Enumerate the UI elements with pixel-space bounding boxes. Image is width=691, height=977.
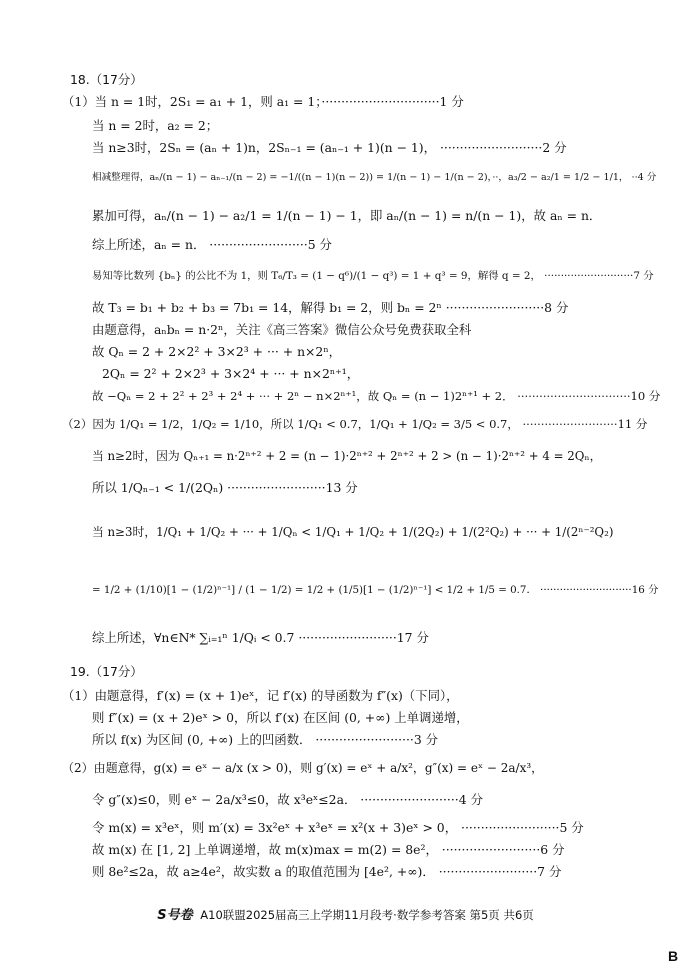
q18-line-3: 当 n≥3时，2Sₙ = (aₙ + 1)n，2Sₙ₋₁ = (aₙ₋₁ + 1)(n − 1)， ··························2 分 (92, 140, 567, 155)
q19-line-2: 则 f″(x) = (x + 2)eˣ > 0，所以 f′(x) 在区间 (0, +∞) 上单调递增， (92, 710, 469, 725)
q18-line-5: 累加可得，aₙ/(n − 1) − a₂/1 = 1/(n − 1) − 1，即 aₙ/(n − 1) = n/(n − 1)，故 aₙ = n． (92, 208, 602, 223)
q18-line-10: 故 Qₙ = 2 + 2×2² + 3×2³ + ··· + n×2ⁿ， (92, 344, 342, 359)
q19-line-3: 所以 f(x) 为区间 (0, +∞) 上的凹函数． ·························3 分 (92, 732, 439, 747)
q19-line-7: 故 m(x) 在 [1, 2] 上单调递增，故 m(x)max = m(2) = 8e²， ·························6 分 (92, 842, 565, 857)
q18-header: 18.（17分） (70, 72, 143, 87)
q18-part2-line-6: 综上所述，∀n∈N* ∑ᵢ₌₁ⁿ 1/Qᵢ < 0.7 ·························17 分 (92, 630, 429, 645)
q18-line-8: 故 T₃ = b₁ + b₂ + b₃ = 7b₁ = 14，解得 b₁ = 2，则 bₙ = 2ⁿ ·························8 分 (92, 300, 569, 315)
q19-header: 19.（17分） (70, 664, 143, 679)
q19-line-4: （2）由题意得，g(x) = eˣ − a/x (x > 0)，则 g′(x) = eˣ + a/x²，g″(x) = eˣ − 2a/x³， (62, 761, 544, 775)
page-footer (0, 904, 691, 923)
q18-part2-line-3: 所以 1/Qₙ₋₁ < 1/(2Qₙ) ·························13 分 (92, 480, 358, 495)
q18-line-4: 相减整理得，aₙ/(n − 1) − aₙ₋₁/(n − 2) = −1/((n − 1)(n − 2)) = 1/(n − 1) − 1/(n − 2)，··，a₃/2 − a₂/1 = 1/2 − 1/1， ··4 分 (92, 172, 657, 183)
publisher-logo: S号卷 (157, 908, 193, 923)
q18-line-11: 2Qₙ = 2² + 2×2³ + 3×2⁴ + ··· + n×2ⁿ⁺¹， (102, 366, 360, 381)
q19-line-1: （1）由题意得，f′(x) = (x + 1)eˣ，记 f′(x) 的导函数为 f″(x)（下同）， (62, 688, 459, 703)
q19-line-5: 令 g″(x)≤0，则 eˣ − 2a/x³≤0，故 x³eˣ≤2a． ·························4 分 (92, 792, 483, 807)
q19-line-6: 令 m(x) = x³eˣ，则 m′(x) = 3x²eˣ + x³eˣ = x²(x + 3)eˣ > 0， ·························5 分 (92, 820, 584, 835)
q18-part2-line-4: 当 n≥3时，1/Q₁ + 1/Q₂ + ··· + 1/Qₙ < 1/Q₁ + 1/Q₂ + 1/(2Q₂) + 1/(2²Q₂) + ··· + 1/(2ⁿ⁻²Q₂) (92, 525, 614, 539)
q18-line-1: （1）当 n = 1时，2S₁ = a₁ + 1，则 a₁ = 1；······························1 分 (62, 94, 464, 109)
q18-line-7: 易知等比数列 {bₙ} 的公比不为 1，则 T₆/T₃ = (1 − q⁶)/(1 − q³) = 1 + q³ = 9，解得 q = 2， ···························7 分 (92, 270, 654, 282)
q18-line-9: 由题意得，aₙbₙ = n·2ⁿ，关注《高三答案》微信公众号免费获取全科 (92, 322, 472, 337)
q18-part2-line-2: 当 n≥2时，因为 Qₙ₊₁ = n·2ⁿ⁺² + 2 = (n − 1)·2ⁿ⁺² + 2ⁿ⁺² + 2 > (n − 1)·2ⁿ⁺² + 4 = 2Qₙ， (92, 449, 602, 463)
q18-line-12: 故 −Qₙ = 2 + 2² + 2³ + 2⁴ + ··· + 2ⁿ − n×2ⁿ⁺¹，故 Qₙ = (n − 1)2ⁿ⁺¹ + 2． ·······························10 分 (92, 389, 661, 403)
q18-line-6: 综上所述，aₙ = n． ·························5 分 (92, 237, 332, 252)
q19-line-8: 则 8e²≤2a，故 a≥4e²，故实数 a 的取值范围为 [4e², +∞)． ·························7 分 (92, 864, 562, 879)
q18-part2-line-5: = 1/2 + (1/10)[1 − (1/2)ⁿ⁻¹] / (1 − 1/2) = 1/2 + (1/5)[1 − (1/2)ⁿ⁻¹] < 1/2 + 1/5 = 0.7． ····························16 分 (92, 584, 659, 596)
footer-text: A10联盟2025届高三上学期11月段考·数学参考答案 第5页 共6页 (200, 908, 534, 922)
q18-line-2: 当 n = 2时，a₂ = 2； (92, 118, 219, 133)
q18-part2-line-1: （2）因为 1/Q₁ = 1/2，1/Q₂ = 1/10，所以 1/Q₁ < 0.7，1/Q₁ + 1/Q₂ = 3/5 < 0.7， ··························11 分 (62, 417, 648, 431)
corner-mark: B (668, 948, 679, 964)
